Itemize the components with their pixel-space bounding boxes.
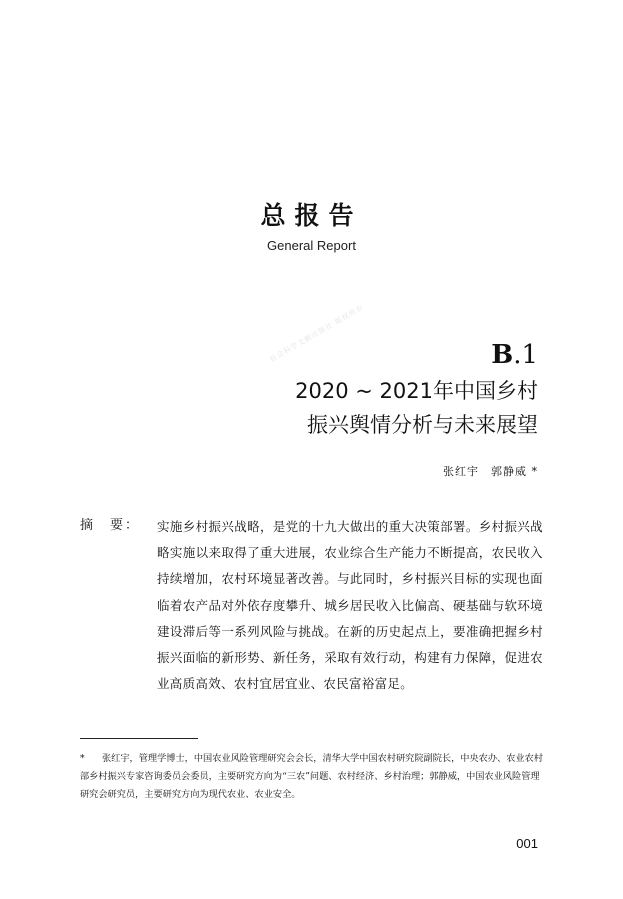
- section-title: 总报告: [260, 201, 363, 230]
- chapter-index: .1: [513, 340, 538, 370]
- article-title-line-1: 2020 ~ 2021年中国乡村: [295, 379, 538, 403]
- footnote: [80, 750, 543, 804]
- watermark: 社会科学文献出版社 版权所有: [268, 303, 366, 364]
- abstract-label: 摘 要：: [80, 518, 141, 533]
- article-title-line-2: 振兴舆情分析与未来展望: [307, 413, 538, 437]
- chapter-number: [491, 340, 538, 370]
- chapter-prefix: B: [491, 340, 514, 370]
- page-number: 001: [516, 836, 538, 851]
- authors: 张红宇 郭静威 *: [443, 465, 538, 478]
- abstract-text: 实施乡村振兴战略，是党的十九大做出的重大决策部署。乡村振兴战略实施以来取得了重大进展，农业综合生产能力不断提高，农民收入持续增加，农村环境显著改善。与此同时，乡村振兴目标的实现也面临着农产品对外依存度攀升、城乡居民收入比偏高、硬基础与软环境建设滞后等一系列风险与挑战。在新的历史起点上，要准确把握乡村振兴面临的新形势、新任务，采取有效行动，构建有力保障，促进农业高质高效、农村宜居宜业、农民富裕富足。: [157, 519, 543, 692]
- article-title: [295, 374, 538, 442]
- footnote-text: 张红宇，管理学博士，中国农业风险管理研究会会长，清华大学中国农村研究院副院长，中央农办、农业农村部乡村振兴专家咨询委员会委员，主要研究方向为“三农”问题、农村经济、乡村治理；郭静威，中国农业风险管理研究会研究员，主要研究方向为现代农业、农业安全。: [80, 753, 543, 800]
- footnote-divider: [80, 738, 198, 739]
- footnote-mark: *: [80, 753, 85, 764]
- section-subtitle: General Report: [267, 238, 356, 253]
